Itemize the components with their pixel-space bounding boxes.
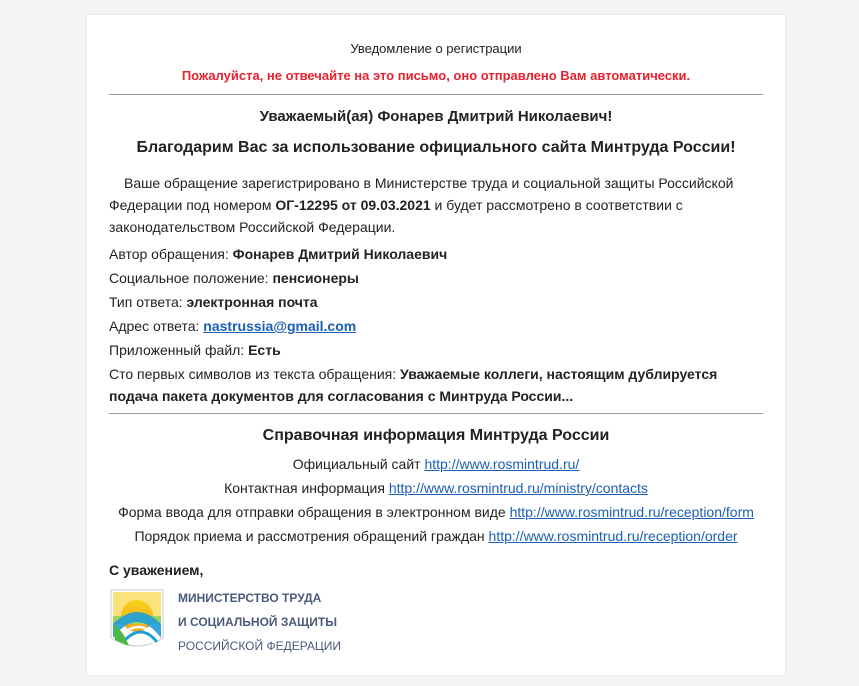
reply-email-link[interactable]: nastrussia@gmail.com: [203, 318, 357, 334]
registration-paragraph: Ваше обращение зарегистрировано в Министерстве труда и социальной защиты Российской Федерации под номером ОГ-12295 от 09.03.2021 и будет рассмотрено в соответствии с законодательством Российской Федерации.: [109, 175, 734, 235]
field-reply-type: Тип ответа: электронная почта: [109, 294, 318, 310]
field-author: Автор обращения: Фонарев Дмитрий Николаевич: [109, 246, 448, 262]
reception-form-link[interactable]: http://www.rosmintrud.ru/reception/form: [509, 504, 754, 520]
field-attached-file: Приложенный файл: Есть: [109, 342, 281, 358]
ministry-logo-icon: [109, 586, 165, 652]
ministry-name-line1: МИНИСТЕРСТВО ТРУДА: [178, 591, 322, 605]
social-status-value: пенсионеры: [272, 270, 359, 286]
middle-divider: [109, 413, 763, 414]
top-divider: [109, 94, 763, 95]
regards-text: С уважением,: [109, 562, 204, 578]
reference-title: Справочная информация Минтруда России: [262, 427, 610, 444]
registration-number: ОГ-12295 от 09.03.2021: [275, 197, 431, 213]
reference-row-order: Порядок приема и рассмотрения обращений граждан http://www.rosmintrud.ru/reception/order: [134, 528, 738, 544]
author-value: Фонарев Дмитрий Николаевич: [232, 246, 448, 262]
field-message-preview: Сто первых символов из текста обращения: Уважаемые коллеги, настоящим дублируется подача пакета документов для согласования с Минтруда России...: [109, 366, 718, 404]
greeting: Уважаемый(ая) Фонарев Дмитрий Николаевич!: [259, 108, 613, 125]
reference-row-contacts: Контактная информация http://www.rosmintrud.ru/ministry/contacts: [224, 480, 648, 496]
reply-type-value: электронная почта: [186, 294, 318, 310]
official-site-link[interactable]: http://www.rosmintrud.ru/: [424, 456, 580, 472]
email-card: [86, 14, 786, 676]
attached-file-value: Есть: [248, 342, 281, 358]
message-preview-value: Уважаемые коллеги, настоящим дублируется подача пакета документов для согласования с Минтруда России...: [109, 366, 718, 404]
ministry-name-line3: РОССИЙСКОЙ ФЕДЕРАЦИИ: [178, 639, 342, 653]
thanks-heading: Благодарим Вас за использование официального сайта Минтруда России!: [136, 139, 736, 156]
reception-order-link[interactable]: http://www.rosmintrud.ru/reception/order: [488, 528, 738, 544]
contacts-link[interactable]: http://www.rosmintrud.ru/ministry/contacts: [388, 480, 648, 496]
field-reply-address: Адрес ответа: nastrussia@gmail.com: [109, 318, 357, 334]
field-social-status: Социальное положение: пенсионеры: [109, 270, 359, 286]
notice-title: Уведомление о регистрации: [350, 41, 522, 56]
reference-row-site: Официальный сайт http://www.rosmintrud.ru/: [292, 456, 580, 472]
reference-row-form: Форма ввода для отправки обращения в электронном виде http://www.rosmintrud.ru/reception/form: [118, 504, 754, 520]
ministry-name-line2: И СОЦИАЛЬНОЙ ЗАЩИТЫ: [178, 615, 337, 629]
auto-reply-warning: Пожалуйста, не отвечайте на это письмо, оно отправлено Вам автоматически.: [181, 68, 691, 83]
